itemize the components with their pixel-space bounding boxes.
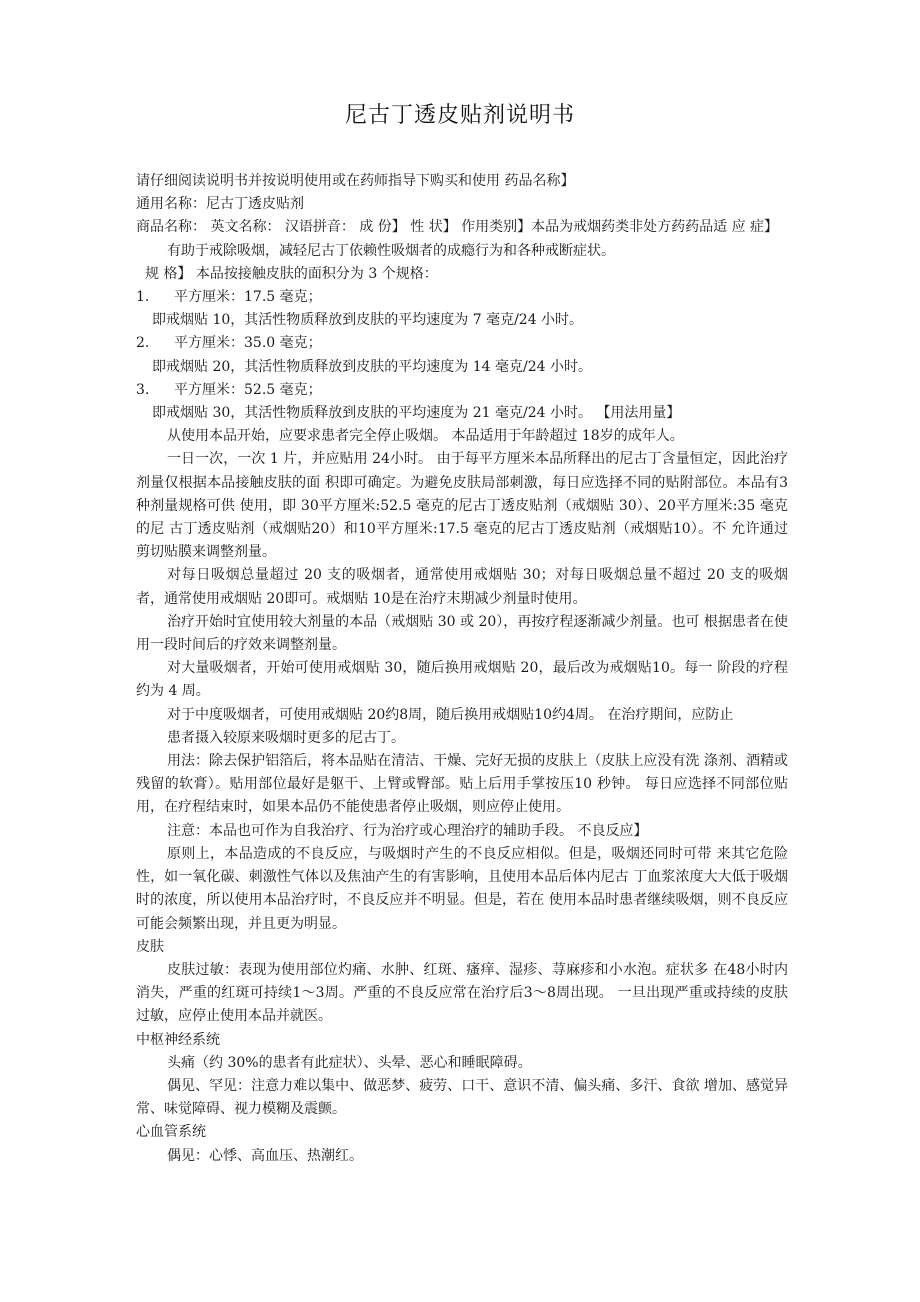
- usage-start: 从使用本品开始，应要求患者完全停止吸烟。 本品适用于年龄超过 18岁的成年人。: [167, 428, 684, 445]
- intro-line: 请仔细阅读说明书并按说明使用或在药师指导下购买和使用 药品名称】: [136, 173, 575, 189]
- spec-number-1: 1.: [136, 289, 150, 306]
- spec-item-3: [136, 379, 788, 402]
- spec-desc-2: 即戒烟贴 20，其活性物质释放到皮肤的平均速度为 14 毫克/24 小时。: [152, 358, 592, 375]
- document-body: [136, 170, 788, 1168]
- spec-value-1: 平方厘米：17.5 毫克；: [174, 289, 322, 306]
- generic-name: 通用名称：尼古丁透皮贴剂: [136, 196, 304, 213]
- cns-common: 头痛（约 30%的患者有此症状）、头晕、恶心和睡眠障碍。: [167, 1054, 532, 1071]
- indication: 有助于戒除吸烟，减轻尼古丁依赖性吸烟者的成瘾行为和各种戒断症状。: [167, 242, 615, 259]
- spec-item-1: [136, 286, 788, 309]
- spec-item-2: [136, 332, 788, 355]
- usage-method: 用法：除去保护铝箔后，将本品贴在清洁、干燥、完好无损的皮肤上（皮肤上应没有洗 涤剂、酒精或残留的软膏）。贴用部位最好是躯干、上臂或臀部。贴上后用手掌按压10 秒钟。 每日应选择不同部位贴用，在疗程结束时，如果本品仍不能使患者停止吸烟，则应停止使用。: [136, 753, 788, 816]
- spec-value-2: 平方厘米：35.0 毫克；: [174, 335, 322, 352]
- usage-by-amount: 对每日吸烟总量超过 20 支的吸烟者，通常使用戒烟贴 30；对每日吸烟总量不超过 20 支的吸烟者，通常使用戒烟贴 20即可。戒烟贴 10是在治疗末期减少剂量时使用。: [136, 567, 788, 607]
- usage-moderate: 对于中度吸烟者，可使用戒烟贴 20约8周，随后换用戒烟贴10约4周。 在治疗期间，应防止: [167, 706, 734, 723]
- document-title: 尼古丁透皮贴剂说明书: [344, 103, 575, 128]
- section-cns: 中枢神经系统: [136, 1031, 220, 1048]
- spec-desc-3: 即戒烟贴 30，其活性物质释放到皮肤的平均速度为 21 毫克/24 小时。 【用法用量】: [152, 405, 681, 422]
- usage-moderate-cont: 患者摄入较原来吸烟时更多的尼古丁。: [167, 729, 405, 746]
- usage-note: 注意：本品也可作为自我治疗、行为治疗或心理治疗的辅助手段。 不良反应】: [167, 822, 648, 839]
- cns-rare: 偶见、罕见：注意力难以集中、做恶梦、疲劳、口干、意识不清、偏头痛、多汗、食欲 增加、感觉异常、味觉障碍、视力模糊及震颤。: [136, 1077, 788, 1118]
- usage-heavy: 对大量吸烟者，开始可使用戒烟贴 30，随后换用戒烟贴 20，最后改为戒烟贴10。每一 阶段的疗程约为 4 周。: [136, 660, 788, 700]
- usage-dosage: 一日一次，一次 1 片，并应贴用 24小时。 由于每平方厘米本品所释出的尼古丁含量恒定，因此治疗剂量仅根据本品接触皮肤的面 积即可确定。为避免皮肤局部刺激，每日应选择不同的贴附部位。本品有3 种剂量规格可供 使用，即 30平方厘米:52.5 毫克的尼古丁透皮贴剂（戒烟贴 30）、20平方厘米:35 毫克的尼 古丁透皮贴剂（戒烟贴20）和10平方厘米:17.5 毫克的尼古丁透皮贴剂（戒烟贴10）。不 允许通过剪切贴膜来调整剂量。: [136, 451, 788, 561]
- spec-heading: 规 格】 本品按接触皮肤的面积分为 3 个规格：: [145, 265, 438, 282]
- spec-number-3: 3.: [136, 381, 150, 398]
- usage-initial: 治疗开始时宜使用较大剂量的本品（戒烟贴 30 或 20），再按疗程逐渐减少剂量。也可 根据患者在使用一段时间后的疗效来调整剂量。: [136, 613, 788, 654]
- spec-number-2: 2.: [136, 335, 150, 352]
- spec-desc-1: 即戒烟贴 10，其活性物质释放到皮肤的平均速度为 7 毫克/24 小时。: [152, 312, 584, 329]
- adverse-principle: 原则上，本品造成的不良反应，与吸烟时产生的不良反应相似。但是，吸烟还同时可带 来其它危险性，如一氧化碳、刺激性气体以及焦油产生的有害影响，且使用本品后体内尼古 丁血浆浓度大大低于吸烟时的浓度，所以使用本品治疗时，不良反应并不明显。但是，若在 使用本品时患者继续吸烟，则不良反应可能会频繁出现，并且更为明显。: [136, 845, 788, 932]
- spec-value-3: 平方厘米：52.5 毫克；: [174, 381, 322, 398]
- product-info: 商品名称： 英文名称： 汉语拼音： 成 份】 性 状】 作用类别】本品为戒烟药类非处方药药品适 应 症】: [136, 219, 779, 236]
- section-cardio: 心血管系统: [136, 1124, 206, 1141]
- skin-allergy: 皮肤过敏：表现为使用部位灼痛、水肿、红斑、瘙痒、湿疹、荨麻疹和小水泡。症状多 在48小时内消失，严重的红斑可持续1～3周。严重的不良反应常在治疗后3～8周出现。 一旦出现严重或持续的皮肤过敏，应停止使用本品并就医。: [136, 961, 788, 1025]
- section-skin: 皮肤: [136, 938, 164, 955]
- cardio-rare: 偶见：心悸、高血压、热潮红。: [167, 1147, 363, 1164]
